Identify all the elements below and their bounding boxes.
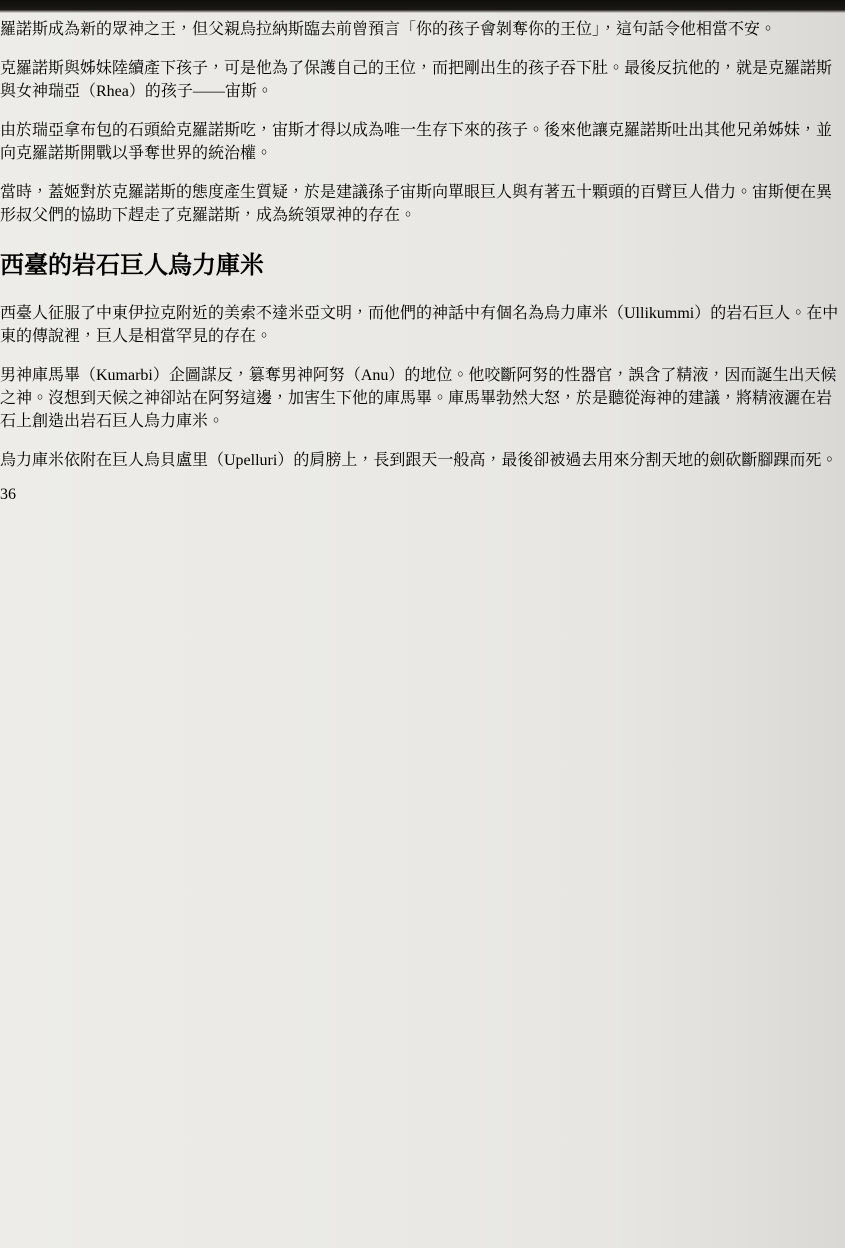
scan-edge-top-shadow [0, 0, 845, 13]
page-number: 36 [0, 485, 16, 503]
paragraph: 克羅諾斯與姊妹陸續產下孩子，可是他為了保護自己的王位，而把剛出生的孩子吞下肚。最後反抗他的，就是克羅諾斯與女神瑞亞（Rhea）的孩子——宙斯。 [0, 60, 833, 100]
paragraph: 西臺人征服了中東伊拉克附近的美索不達米亞文明，而他們的神話中有個名為烏力庫米（Ullikummi）的岩石巨人。在中東的傳說裡，巨人是相當罕見的存在。 [0, 304, 839, 345]
paragraph: 由於瑞亞拿布包的石頭給克羅諾斯吃，宙斯才得以成為唯一生存下來的孩子。後來他讓克羅諾斯吐出其他兄弟姊妹，並向克羅諾斯開戰以爭奪世界的統治權。 [0, 122, 833, 162]
page-text [0, 16, 845, 470]
paragraph: 羅諾斯成為新的眾神之王，但父親烏拉納斯臨去前曾預言「你的孩子會剝奪你的王位」，這句話令他相當不安。 [0, 21, 777, 38]
paragraph: 烏力庫米依附在巨人烏貝盧里（Upelluri）的肩膀上，長到跟天一般高，最後卻被過去用來分割天地的劍砍斷腳踝而死。 [0, 451, 838, 469]
pink-scan-edge-left [0, 0, 17, 1248]
paragraph: 男神庫馬畢（Kumarbi）企圖謀反，篡奪男神阿努（Anu）的地位。他咬斷阿努的性器官，誤含了精液，因而誕生出天候之神。沒想到天候之神卻站在阿努這邊，加害生下他的庫馬畢。庫馬畢勃然大怒，於是聽從海神的建議，將精液灑在岩石上創造出岩石巨人烏力庫米。 [0, 366, 837, 430]
paragraph: 當時，蓋姬對於克羅諾斯的態度產生質疑，於是建議孫子宙斯向單眼巨人與有著五十顆頭的百臂巨人借力。宙斯便在異形叔父們的協助下趕走了克羅諾斯，成為統領眾神的存在。 [0, 184, 833, 224]
section-heading: 西臺的岩石巨人烏力庫米 [0, 252, 264, 279]
